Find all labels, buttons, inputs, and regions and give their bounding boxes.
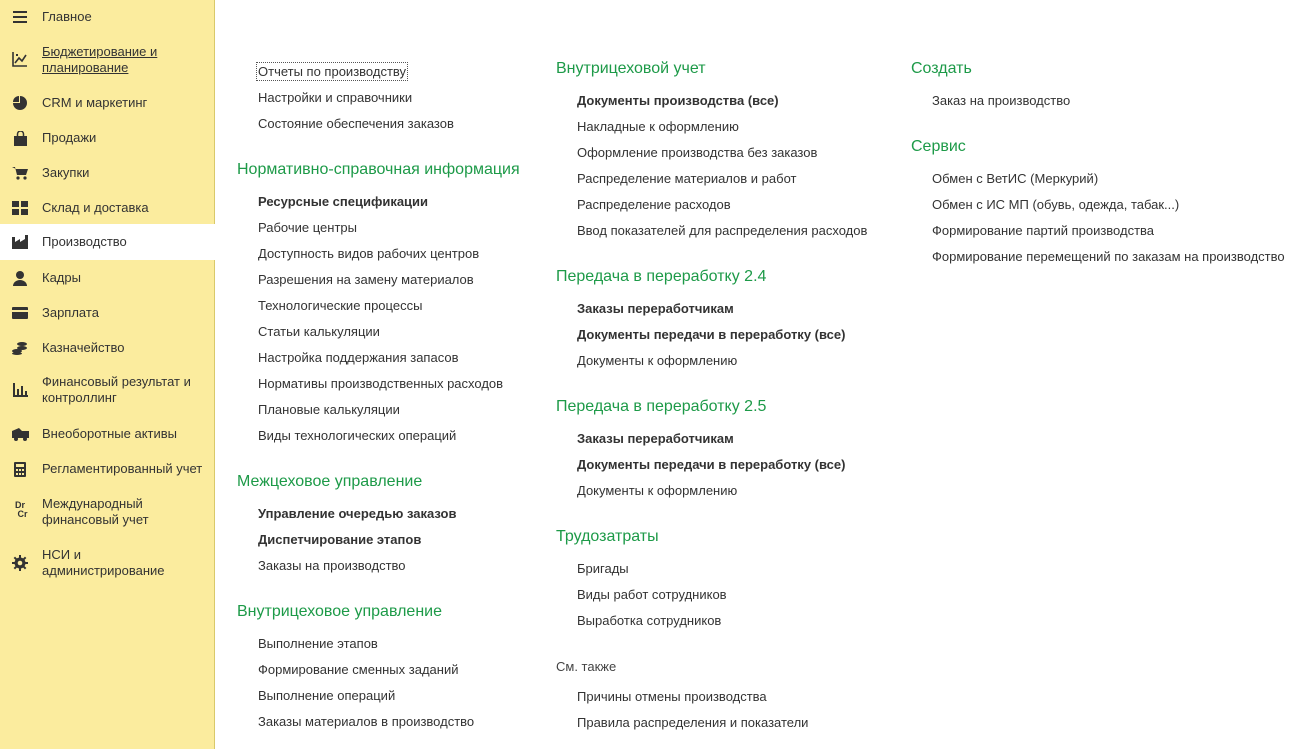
link-stage-execution[interactable]: Выполнение этапов	[258, 636, 378, 651]
card-icon	[11, 304, 29, 322]
sidebar-item-fixed-assets[interactable]	[0, 417, 215, 451]
coins-icon	[11, 339, 29, 357]
section-title-interdept: Межцеховое управление	[237, 473, 423, 490]
sidebar-item-finresult[interactable]	[0, 366, 215, 414]
link-work-center-availability[interactable]: Доступность видов рабочих центров	[258, 246, 480, 261]
sidebar-item-label: Кадры	[42, 270, 81, 285]
gear-icon	[11, 554, 29, 572]
section-title-service: Сервис	[911, 138, 966, 155]
sidebar-item-label: Главное	[42, 9, 92, 24]
section-title-processing-25: Передача в переработку 2.5	[556, 398, 767, 415]
link-production-docs-all[interactable]: Документы производства (все)	[577, 93, 779, 108]
section-title-see-also: См. также	[556, 659, 617, 674]
link-operations-execution[interactable]: Выполнение операций	[258, 688, 396, 703]
link-production-batches[interactable]: Формирование партий производства	[932, 223, 1155, 238]
link-indicator-input[interactable]: Ввод показателей для распределения расходов	[577, 223, 868, 238]
section-title-intradept: Внутрицеховое управление	[237, 603, 442, 620]
link-processing-docs-24[interactable]: Документы передачи в переработку (все)	[577, 327, 846, 342]
link-order-supply-status[interactable]: Состояние обеспечения заказов	[258, 116, 454, 131]
section-title-nsi: Нормативно-справочная информация	[237, 161, 520, 178]
factory-icon	[11, 233, 29, 251]
sidebar-item-label: Казначейство	[42, 340, 125, 355]
link-production-no-orders[interactable]: Оформление производства без заказов	[577, 145, 818, 160]
link-invoices-pending[interactable]: Накладные к оформлению	[577, 119, 739, 134]
link-material-distribution[interactable]: Распределение материалов и работ	[577, 171, 797, 186]
truck-icon	[11, 425, 29, 443]
link-distribution-rules[interactable]: Правила распределения и показатели	[577, 715, 809, 730]
link-processor-orders-24[interactable]: Заказы переработчикам	[577, 301, 734, 316]
sidebar-item-label: Закупки	[42, 165, 90, 180]
sidebar-item-label: Склад и доставка	[42, 200, 149, 215]
sidebar-item-label: Внеоборотные активы	[42, 426, 178, 441]
link-cost-items[interactable]: Статьи калькуляции	[258, 324, 380, 339]
link-planned-calculations[interactable]: Плановые калькуляции	[258, 402, 400, 417]
link-docs-pending-24[interactable]: Документы к оформлению	[577, 353, 738, 368]
link-shift-tasks[interactable]: Формирование сменных заданий	[258, 662, 459, 677]
bar-chart-icon	[11, 381, 29, 399]
link-processing-docs-25[interactable]: Документы передачи в переработку (все)	[577, 457, 846, 472]
section-title-labor: Трудозатраты	[556, 528, 659, 545]
sidebar-item-label: НСИ и администрирование	[42, 547, 165, 578]
sidebar-item-purchases[interactable]	[0, 156, 215, 190]
link-order-transfers[interactable]: Формирование перемещений по заказам на производство	[932, 249, 1285, 264]
link-production-reports[interactable]: Отчеты по производству	[258, 64, 407, 79]
warehouse-grid-icon	[11, 199, 29, 217]
link-resource-specs[interactable]: Ресурсные спецификации	[258, 194, 429, 209]
link-create-production-order[interactable]: Заказ на производство	[932, 93, 1071, 108]
link-order-queue[interactable]: Управление очередью заказов	[258, 506, 457, 521]
sidebar-item-label: Регламентированный учет	[42, 461, 203, 476]
sidebar-item-label: Продажи	[42, 130, 97, 145]
sidebar-item-warehouse[interactable]	[0, 191, 215, 225]
sidebar-item-production[interactable]	[0, 224, 215, 260]
section-title-create: Создать	[911, 60, 972, 77]
sidebar	[0, 0, 215, 749]
sidebar-item-salary[interactable]	[0, 296, 215, 330]
shopping-bag-icon	[11, 129, 29, 147]
link-settings[interactable]: Настройки и справочники	[258, 90, 413, 105]
link-brigades[interactable]: Бригады	[577, 561, 629, 576]
sidebar-item-ifrs[interactable]	[0, 488, 215, 536]
sidebar-item-label: CRM и маркетинг	[42, 95, 148, 110]
person-icon	[11, 269, 29, 287]
link-tech-processes[interactable]: Технологические процессы	[258, 298, 423, 313]
cart-icon	[11, 164, 29, 182]
dr-cr-icon: Dr Cr	[14, 500, 28, 519]
link-production-orders[interactable]: Заказы на производство	[258, 558, 406, 573]
sidebar-item-sales[interactable]	[0, 121, 215, 155]
link-production-norms[interactable]: Нормативы производственных расходов	[258, 376, 504, 391]
link-operation-types[interactable]: Виды технологических операций	[258, 428, 457, 443]
link-stock-settings[interactable]: Настройка поддержания запасов	[258, 350, 459, 365]
calculator-icon	[11, 460, 29, 478]
sidebar-item-label: Бюджетирование и планирование	[42, 44, 158, 75]
link-stage-dispatch[interactable]: Диспетчирование этапов	[258, 532, 422, 547]
sidebar-item-label: Финансовый результат и контроллинг	[42, 374, 191, 405]
link-work-types[interactable]: Виды работ сотрудников	[577, 587, 727, 602]
menu-icon	[11, 8, 29, 26]
production-panel	[216, 0, 1300, 749]
sidebar-item-label: Зарплата	[42, 305, 99, 320]
link-processor-orders-25[interactable]: Заказы переработчикам	[577, 431, 734, 446]
link-vetis-exchange[interactable]: Обмен с ВетИС (Меркурий)	[932, 171, 1099, 186]
link-cancel-reasons[interactable]: Причины отмены производства	[577, 689, 767, 704]
sidebar-item-admin[interactable]	[0, 539, 215, 587]
sidebar-item-main[interactable]	[0, 0, 215, 34]
link-docs-pending-25[interactable]: Документы к оформлению	[577, 483, 738, 498]
link-expense-distribution[interactable]: Распределение расходов	[577, 197, 731, 212]
sidebar-item-hr[interactable]	[0, 261, 215, 295]
link-material-replacement[interactable]: Разрешения на замену материалов	[258, 272, 474, 287]
link-ismp-exchange[interactable]: Обмен с ИС МП (обувь, одежда, табак...)	[932, 197, 1180, 212]
link-material-orders[interactable]: Заказы материалов в производство	[258, 714, 475, 729]
sidebar-item-label: Производство	[42, 234, 127, 249]
budget-chart-icon	[11, 50, 29, 68]
sidebar-item-budget[interactable]	[0, 36, 215, 84]
link-work-centers[interactable]: Рабочие центры	[258, 220, 357, 235]
pie-chart-icon	[11, 94, 29, 112]
section-title-intradept-accounting: Внутрицеховой учет	[556, 60, 706, 77]
link-employee-output[interactable]: Выработка сотрудников	[577, 613, 722, 628]
sidebar-item-regulated[interactable]	[0, 452, 215, 486]
sidebar-item-crm[interactable]	[0, 86, 215, 120]
sidebar-item-label: Международный финансовый учет	[42, 496, 149, 527]
sidebar-item-treasury[interactable]	[0, 331, 215, 365]
section-title-processing-24: Передача в переработку 2.4	[556, 268, 767, 285]
